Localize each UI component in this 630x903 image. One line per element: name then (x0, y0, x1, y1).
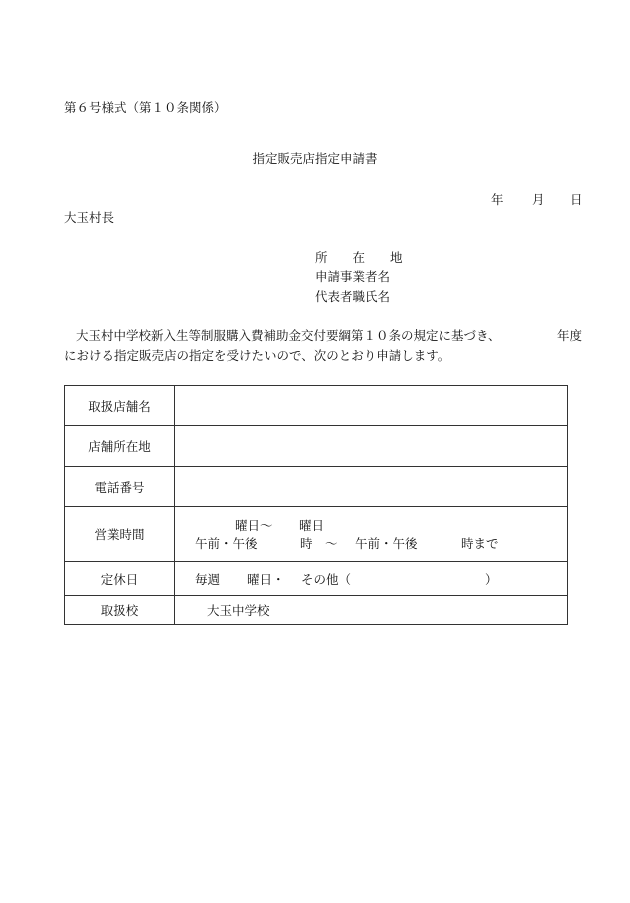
holiday-other-open: その他（ (301, 571, 352, 587)
holiday-weekday: 曜日・ (247, 571, 285, 587)
school-field[interactable] (175, 596, 568, 625)
form-number: 第６号様式（第１０条関係） (64, 100, 227, 115)
hours-time-separator: 時 ～ (300, 536, 338, 551)
document-title: 指定販売店指定申請書 (252, 151, 378, 166)
school-label: 取扱校 (65, 596, 175, 625)
table-row-hours (65, 507, 568, 562)
store-name-label: 取扱店舗名 (65, 386, 175, 426)
phone-field[interactable] (175, 467, 568, 507)
body-text (64, 326, 584, 366)
holiday-field[interactable] (175, 562, 568, 596)
holiday-weekly: 毎週 (195, 571, 221, 587)
body-line-1-suffix: 年度 (557, 328, 583, 343)
applicant-business-name-label: 申請事業者名 (315, 269, 391, 284)
phone-label: 電話番号 (65, 467, 175, 507)
holiday-line (195, 570, 567, 588)
store-address-field[interactable] (175, 426, 568, 467)
hours-day-from: 曜日～ (235, 518, 273, 533)
hours-ampm-to: 午前・午後 (355, 536, 418, 551)
table-row-phone (65, 467, 568, 507)
store-name-field[interactable] (175, 386, 568, 426)
hours-field[interactable] (175, 507, 568, 562)
table-row-school (65, 596, 568, 625)
application-table (64, 385, 568, 625)
table-row-holiday (65, 562, 568, 596)
hours-until: 時まで (461, 536, 499, 551)
holiday-label: 定休日 (65, 562, 175, 596)
body-line-2: における指定販売店の指定を受けたいので、次のとおり申請します。 (64, 348, 451, 363)
table-row-store-name (65, 386, 568, 426)
hours-times-line (195, 534, 567, 552)
body-line-1-prefix: 大玉村中学校新入生等制服購入費補助金交付要綱第１０条の規定に基づき、 (76, 328, 501, 343)
school-value: 大玉中学校 (207, 603, 270, 618)
table-row-store-address (65, 426, 568, 467)
date-month: 月 (532, 192, 545, 207)
hours-label: 営業時間 (65, 507, 175, 562)
date-day: 日 (570, 192, 583, 207)
body-line-1 (64, 326, 584, 346)
hours-days-line (195, 516, 567, 534)
hours-ampm-from: 午前・午後 (195, 536, 258, 551)
hours-day-to: 曜日 (299, 518, 325, 533)
date-year: 年 (491, 192, 504, 207)
holiday-other-close: ） (485, 571, 498, 587)
addressee: 大玉村長 (64, 210, 115, 225)
applicant-address-label: 所 在 地 (315, 250, 403, 265)
store-address-label: 店舗所在地 (65, 426, 175, 467)
applicant-representative-label: 代表者職氏名 (315, 289, 391, 304)
